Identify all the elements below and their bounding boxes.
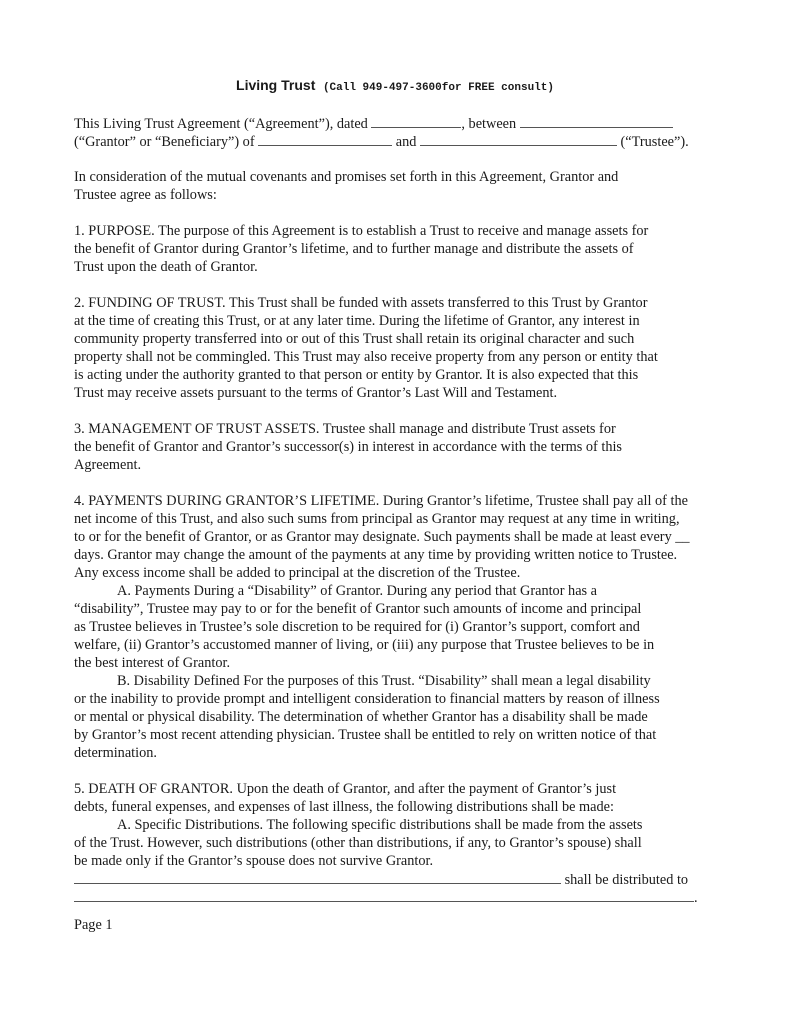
intro-text: This Living Trust Agreement (“Agreement”), dated: [74, 116, 372, 132]
intro-text: , between: [461, 116, 520, 132]
text-line: as Trustee believes in Trustee’s sole discretion to be required for (i) Grantor’s support, comfort and: [74, 619, 640, 635]
subsection-specific-distributions: [74, 816, 724, 870]
section-management: [74, 420, 724, 474]
intro-text: (“Trustee”).: [616, 134, 689, 150]
text-line: Agreement.: [74, 457, 142, 473]
section-death-of-grantor: [74, 780, 724, 906]
title-text: Living Trust: [236, 77, 316, 93]
intro-paragraph: [74, 114, 724, 150]
text-fragment: shall be distributed to: [561, 872, 689, 888]
text-line: Trust upon the death of Grantor.: [74, 259, 258, 275]
distribution-line-2: [74, 888, 724, 906]
intro-text: (“Grantor” or “Beneficiary”) of: [74, 134, 259, 150]
distributed-asset-blank-field[interactable]: [74, 870, 561, 884]
text-line: 5. DEATH OF GRANTOR. Upon the death of Grantor, and after the payment of Grantor’s just: [74, 781, 617, 797]
section-funding: [74, 294, 724, 402]
text-line: be made only if the Grantor’s spouse does not survive Grantor.: [74, 853, 434, 869]
text-line: 4. PAYMENTS DURING GRANTOR’S LIFETIME. During Grantor’s lifetime, Trustee shall pay all of the: [74, 493, 688, 509]
text-line: the best interest of Grantor.: [74, 655, 231, 671]
text-line: Trustee agree as follows:: [74, 187, 217, 203]
document-body: [74, 114, 724, 906]
text-line: is acting under the authority granted to that person or entity by Grantor. It is also expected that this: [74, 367, 639, 383]
grantor-name-blank-field[interactable]: [520, 114, 673, 128]
beneficiary-blank-field[interactable]: [74, 888, 694, 902]
text-line: A. Payments During a “Disability” of Grantor. During any period that Grantor has a: [117, 583, 598, 599]
text-line: “disability”, Trustee may pay to or for the benefit of Grantor such amounts of income and principal: [74, 601, 642, 617]
text-line: or the inability to provide prompt and intelligent consideration to financial matters by reason of illness: [74, 691, 660, 707]
page-number: Page 1: [74, 917, 113, 933]
consult-phone-note: (Call 949-497-3600for FREE consult): [322, 82, 554, 94]
text-line: of the Trust. However, such distributions (other than distributions, if any, to Grantor’s spouse) shall: [74, 835, 642, 851]
text-fragment: .: [694, 890, 698, 906]
document-title: [0, 76, 790, 97]
text-line: community property transferred into or out of this Trust shall retain its original character and such: [74, 331, 635, 347]
section-payments: [74, 492, 724, 762]
text-line: welfare, (ii) Grantor’s accustomed manner of living, or (iii) any purpose that Trustee believes to be in: [74, 637, 655, 653]
text-line: or mental or physical disability. The determination of whether Grantor has a disability shall be made: [74, 709, 648, 725]
text-line: property shall not be commingled. This Trust may also receive property from any person or entity that: [74, 349, 658, 365]
distribution-line-1: [74, 870, 724, 888]
text-line: determination.: [74, 745, 157, 761]
text-line: debts, funeral expenses, and expenses of last illness, the following distributions shall be made:: [74, 799, 614, 815]
text-line: net income of this Trust, and also such sums from principal as Grantor may request at any time in writing,: [74, 511, 680, 527]
text-line: 1. PURPOSE. The purpose of this Agreement is to establish a Trust to receive and manage assets for: [74, 223, 649, 239]
grantor-address-blank-field[interactable]: [258, 132, 392, 146]
text-line: 3. MANAGEMENT OF TRUST ASSETS. Trustee shall manage and distribute Trust assets for: [74, 421, 616, 437]
text-line: the benefit of Grantor and Grantor’s successor(s) in interest in accordance with the terms of this: [74, 439, 623, 455]
subsection-disability-defined: [74, 672, 724, 762]
text-line: to or for the benefit of Grantor, or as Grantor may designate. Such payments shall be made at least every __: [74, 529, 690, 545]
text-line: Any excess income shall be added to principal at the discretion of the Trustee.: [74, 565, 521, 581]
text-line: B. Disability Defined For the purposes of this Trust. “Disability” shall mean a legal disability: [117, 673, 651, 689]
text-line: Trust may receive assets pursuant to the terms of Grantor’s Last Will and Testament.: [74, 385, 558, 401]
date-blank-field[interactable]: [371, 114, 461, 128]
text-line: 2. FUNDING OF TRUST. This Trust shall be funded with assets transferred to this Trust by Grantor: [74, 295, 648, 311]
text-line: the benefit of Grantor during Grantor’s lifetime, and to further manage and distribute the assets of: [74, 241, 634, 257]
text-line: In consideration of the mutual covenants and promises set forth in this Agreement, Grantor and: [74, 169, 619, 185]
section-purpose: [74, 222, 724, 276]
text-line: at the time of creating this Trust, or at any later time. During the lifetime of Grantor, any interest in: [74, 313, 640, 329]
consideration-paragraph: [74, 168, 724, 204]
text-line: by Grantor’s most recent attending physician. Trustee shall be entitled to rely on written notice of that: [74, 727, 657, 743]
trustee-name-blank-field[interactable]: [420, 132, 617, 146]
intro-text: and: [392, 134, 420, 150]
subsection-disability-payments: [74, 582, 724, 672]
text-line: A. Specific Distributions. The following specific distributions shall be made from the assets: [117, 817, 643, 833]
text-line: days. Grantor may change the amount of the payments at any time by providing written notice to Trustee.: [74, 547, 678, 563]
